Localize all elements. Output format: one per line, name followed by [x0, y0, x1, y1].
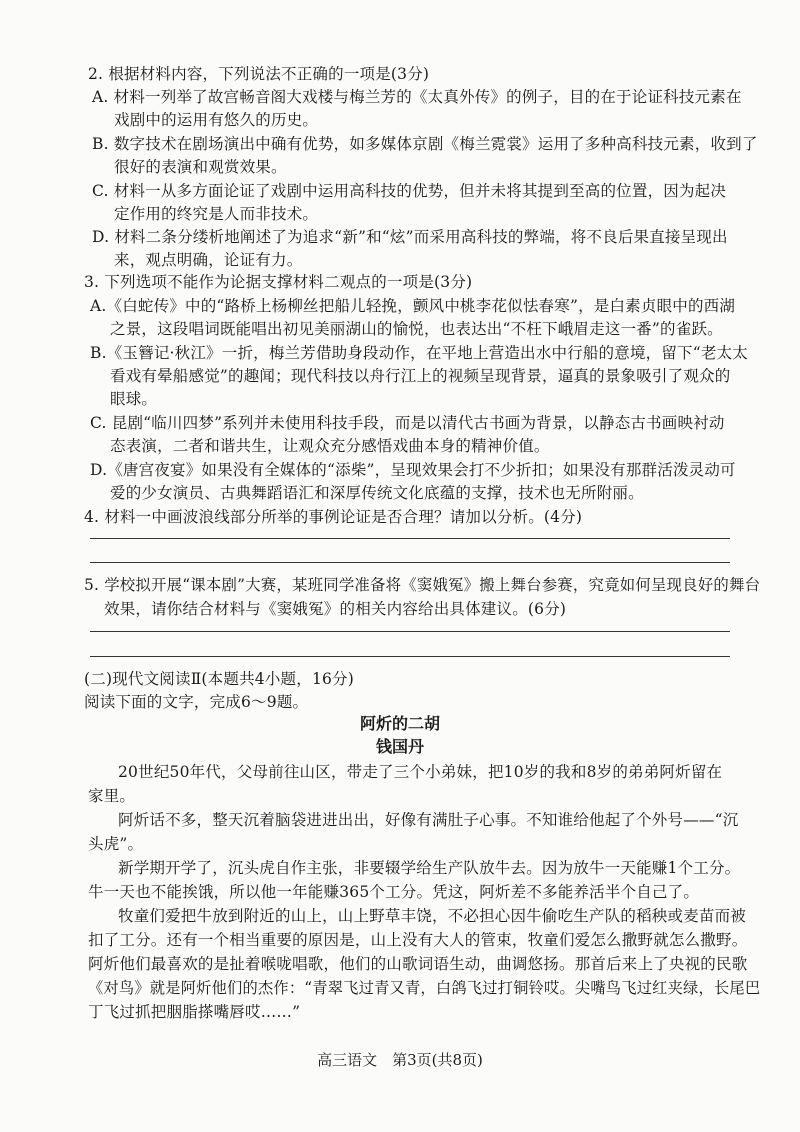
q3-stem: 3. 下列选项不能作为论据支撑材料二观点的一项是(3分) — [84, 273, 473, 291]
page-footer: 高三语文 第3页(共8页) — [317, 1051, 483, 1069]
q2-option-b-line2: 很好的表演和观赏效果。 — [114, 158, 287, 176]
paragraph-3-line2: 牛一天也不能挨饿，所以他一年能赚365个工分。凭这，阿炘差不多能养活半个自己了。 — [88, 883, 700, 901]
q2-option-a-line1: A. 材料一列举了故宫畅音阁大戏楼与梅兰芳的《太真外传》的例子，目的在于论证科技元素在 — [92, 88, 742, 106]
q3-option-a-line2: 之景，这段唱词既能唱出初见美丽湖山的愉悦，也表达出“不枉下峨眉走这一番”的雀跃。 — [110, 320, 723, 338]
paragraph-1-line1: 20世纪50年代，父母前往山区，带走了三个小弟妹，把10岁的我和8岁的弟弟阿炘留在 — [118, 763, 723, 781]
q3-option-b-line1: B.《玉簪记·秋江》一折，梅兰芳借助身段动作，在平地上营造出水中行船的意境，留下“老太太 — [90, 344, 748, 362]
q3-option-d-line1: D.《唐宫夜宴》如果没有全媒体的“添柴”，呈现效果会打不少折扣；如果没有那群活泼灵动可 — [90, 461, 736, 479]
q5-stem-line2: 效果，请你结合材料与《窦娥冤》的相关内容给出具体建议。(6分) — [104, 600, 567, 618]
q5-answer-line-2[interactable] — [90, 656, 730, 657]
section2-heading: (二)现代文阅读Ⅱ(本题共4小题，16分) — [84, 670, 355, 688]
q2-option-c-line1: C. 材料一从多方面论证了戏剧中运用高科技的优势，但并未将其提到至高的位置，因为起决 — [92, 182, 727, 200]
q3-option-c-line1: C. 昆剧“临川四梦”系列并未使用科技手段，而是以清代古书画为背景，以静态古书画映衬动 — [90, 414, 725, 432]
q2-option-d-line2: 来，观点明确，论证有力。 — [114, 251, 303, 269]
q4-answer-line-1[interactable] — [90, 538, 730, 539]
q3-option-c-line2: 态表演，二者和谐共生，让观众充分感悟戏曲本身的精神价值。 — [110, 437, 550, 455]
paragraph-4-line5: 丁飞过抓把胭脂搽嘴唇哎……” — [88, 1003, 301, 1021]
paragraph-4-line3: 阿炘他们最喜欢的是扯着喉咙唱歌，他们的山歌词语生动，曲调悠扬。那首后来上了央视的民歌 — [88, 955, 748, 973]
article-author: 钱国丹 — [375, 737, 424, 756]
paragraph-1-line2: 家里。 — [88, 787, 136, 805]
paragraph-3-line1: 新学期开学了，沉头虎自作主张，非要辍学给生产队放牛去。因为放牛一天能赚1个工分。 — [118, 859, 741, 877]
section2-instruction: 阅读下面的文字，完成6～9题。 — [84, 693, 309, 711]
q5-stem-line1: 5. 学校拟开展“课本剧”大赛，某班同学准备将《窦娥冤》搬上舞台参赛，究竟如何呈现良好的舞台 — [84, 576, 761, 594]
article-title: 阿炘的二胡 — [359, 714, 440, 733]
paragraph-4-line2: 扣了工分。还有一个相当重要的原因是，山上没有大人的管束，牧童们爱怎么撒野就怎么撒野。 — [88, 931, 748, 949]
q3-option-a-line1: A.《白蛇传》中的“路桥上杨柳丝把船儿轻挽，颤风中桃李花似怯春寒”，是白素贞眼中的西湖 — [90, 297, 736, 315]
q2-option-b-line1: B. 数字技术在剧场演出中确有优势，如多媒体京剧《梅兰霓裳》运用了多种高科技元素，收到了 — [92, 135, 758, 153]
q3-option-b-line2: 看戏有晕船感觉”的趣闻；现代科技以舟行江上的视频呈现背景，逼真的景象吸引了观众的 — [110, 367, 731, 385]
q2-option-a-line2: 戏剧中的运用有悠久的历史。 — [114, 111, 319, 129]
paragraph-2-line2: 头虎”。 — [88, 835, 144, 853]
q2-option-d-line1: D. 材料二条分缕析地阐述了为追求“新”和“炫”而采用高科技的弊端，将不良后果直接呈现出 — [92, 228, 728, 246]
q2-stem: 2. 根据材料内容，下列说法不正确的一项是(3分) — [88, 65, 430, 83]
q3-option-b-line3: 眼球。 — [110, 390, 158, 408]
q4-stem: 4. 材料一中画波浪线部分所举的事例论证是否合理？请加以分析。(4分) — [84, 508, 583, 526]
q2-option-c-line2: 定作用的终究是人而非技术。 — [114, 205, 319, 223]
paragraph-4-line4: 《对鸟》就是阿炘他们的杰作：“青翠飞过青又青，白鸽飞过打铜铃哎。尖嘴鸟飞过红夹绿，长尾巴 — [88, 979, 761, 997]
paragraph-4-line1: 牧童们爱把牛放到附近的山上，山上野草丰饶，不必担心因牛偷吃生产队的稻秧或麦苗而被 — [118, 907, 747, 925]
q5-answer-line-1[interactable] — [90, 631, 730, 632]
q3-option-d-line2: 爱的少女演员、古典舞蹈语汇和深厚传统文化底蕴的支撑，技术也无所附丽。 — [110, 484, 644, 502]
paragraph-2-line1: 阿炘话不多，整天沉着脑袋进进出出，好像有满肚子心事。不知谁给他起了个外号——“沉 — [118, 811, 739, 829]
q4-answer-line-2[interactable] — [90, 562, 730, 563]
